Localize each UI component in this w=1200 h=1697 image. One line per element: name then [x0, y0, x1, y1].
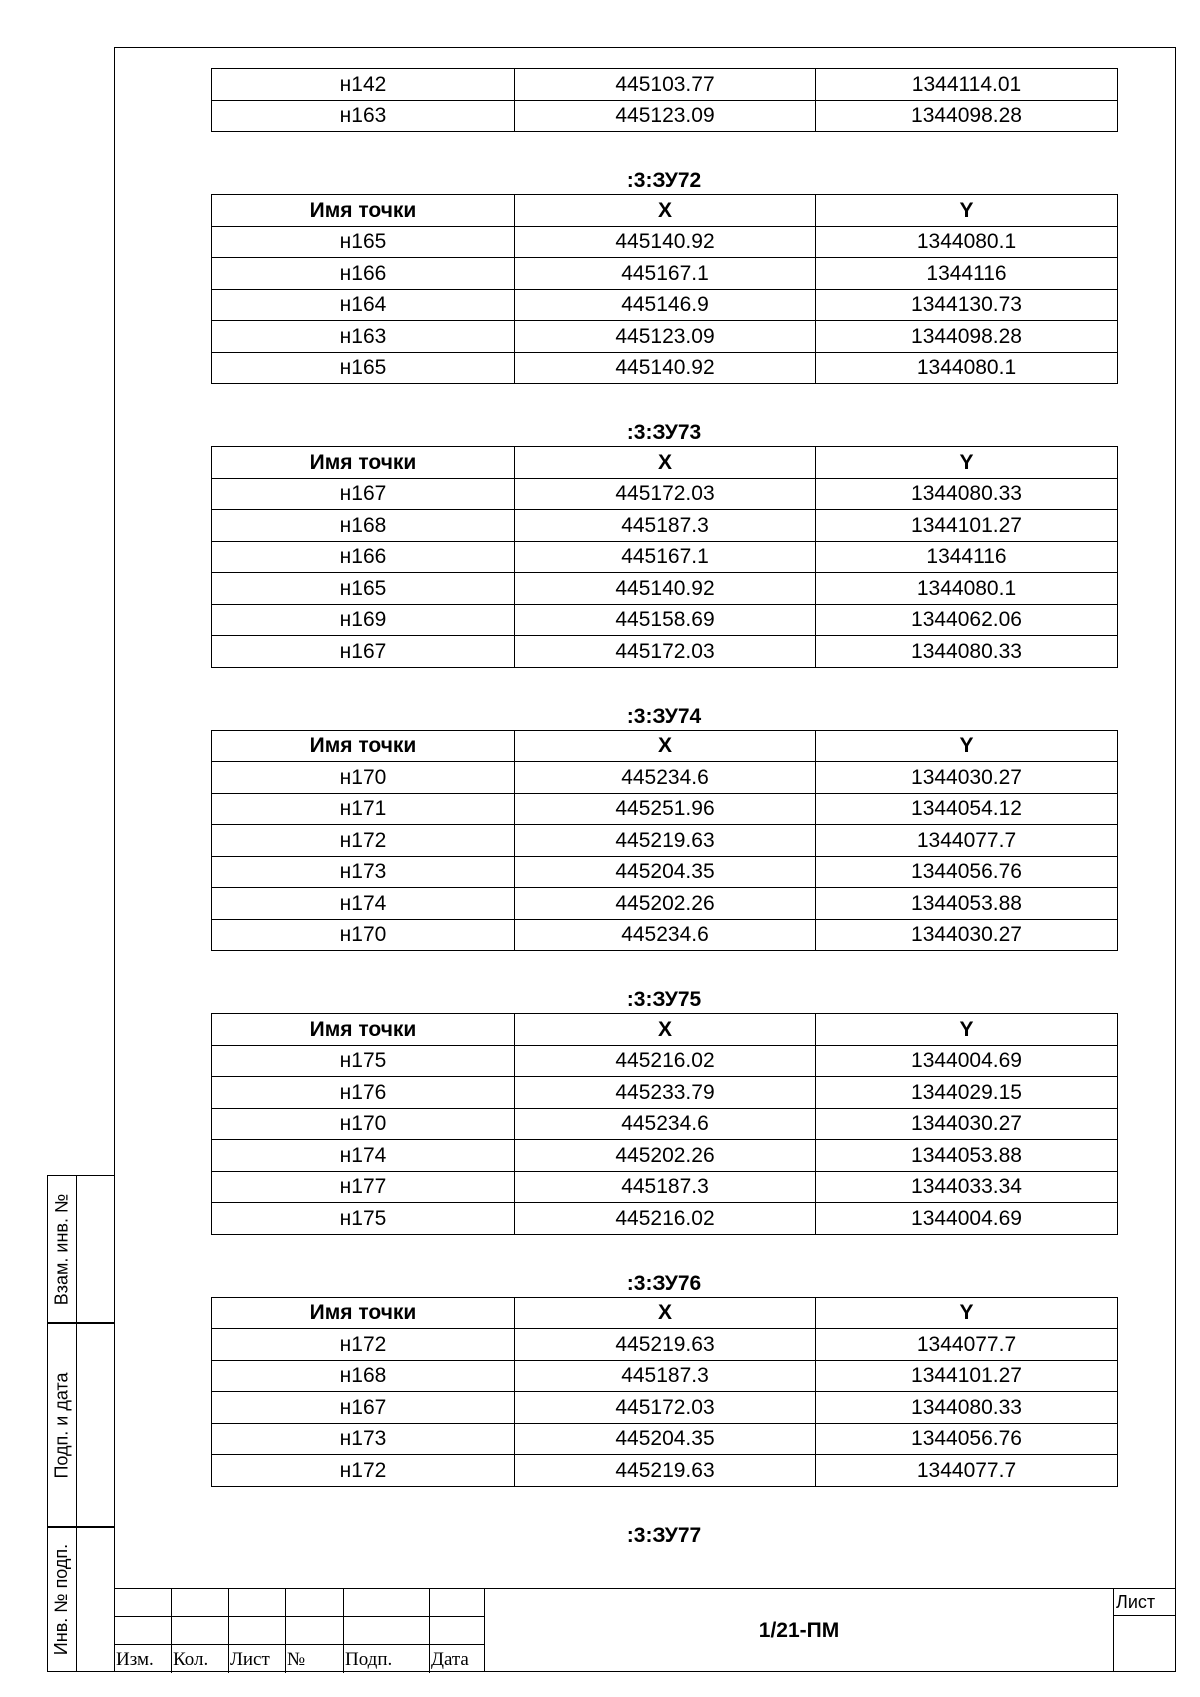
- point-name: н165: [212, 573, 515, 605]
- point-name: н165: [212, 352, 515, 384]
- point-name: н172: [212, 1329, 515, 1361]
- table-row: [212, 1045, 1118, 1077]
- label-date: Дата: [431, 1649, 469, 1670]
- y-value: 1344077.7: [816, 1329, 1118, 1361]
- x-value: 445233.79: [515, 1077, 816, 1109]
- x-value: 445219.63: [515, 1329, 816, 1361]
- table-row: [212, 352, 1118, 384]
- point-name: н175: [212, 1203, 515, 1235]
- point-name: н169: [212, 604, 515, 636]
- y-value: 1344080.33: [816, 478, 1118, 510]
- header-y: Y: [816, 447, 1118, 479]
- y-value: 1344080.33: [816, 1392, 1118, 1424]
- table-row: [212, 856, 1118, 888]
- y-value: 1344030.27: [816, 919, 1118, 951]
- table-header-row: [212, 1297, 1118, 1329]
- table-row: [212, 226, 1118, 258]
- table-row: [212, 478, 1118, 510]
- coordinates-table: [211, 194, 1118, 384]
- point-name: н173: [212, 1423, 515, 1455]
- point-name: н170: [212, 919, 515, 951]
- point-name: н172: [212, 1455, 515, 1487]
- x-value: 445172.03: [515, 636, 816, 668]
- point-name: н170: [212, 762, 515, 794]
- x-value: 445219.63: [515, 1455, 816, 1487]
- y-value: 1344116: [816, 258, 1118, 290]
- y-value: 1344004.69: [816, 1203, 1118, 1235]
- plot-title: :3:ЗУ73: [626, 421, 702, 444]
- point-name: н174: [212, 1140, 515, 1172]
- point-name: н177: [212, 1171, 515, 1203]
- table-row: [212, 289, 1118, 321]
- table-row: [212, 321, 1118, 353]
- table-header-row: [212, 195, 1118, 227]
- y-value: 1344080.1: [816, 226, 1118, 258]
- label-count: Кол.: [173, 1649, 209, 1670]
- side-stamp-inventory: [47, 1527, 114, 1672]
- y-value: 1344080.1: [816, 573, 1118, 605]
- y-value: 1344101.27: [816, 510, 1118, 542]
- x-value: 445172.03: [515, 1392, 816, 1424]
- point-name: н172: [212, 825, 515, 857]
- side-stamp-replacement: [47, 1175, 114, 1323]
- y-value: 1344116: [816, 541, 1118, 573]
- table-header-row: [212, 1014, 1118, 1046]
- table-row: [212, 762, 1118, 794]
- y-value: 1344056.76: [816, 1423, 1118, 1455]
- table-row: [212, 69, 1118, 101]
- y-value: 1344004.69: [816, 1045, 1118, 1077]
- x-value: 445204.35: [515, 856, 816, 888]
- y-value: 1344077.7: [816, 1455, 1118, 1487]
- point-name: н168: [212, 510, 515, 542]
- header-x: X: [515, 1297, 816, 1329]
- sheet-label: Лист: [1113, 1589, 1176, 1616]
- table-row: [212, 1423, 1118, 1455]
- x-value: 445219.63: [515, 825, 816, 857]
- table-row: [212, 919, 1118, 951]
- side-stamp-label: Инв. № подп.: [51, 1543, 72, 1656]
- table-row: [212, 888, 1118, 920]
- y-value: 1344098.28: [816, 100, 1118, 132]
- x-value: 445172.03: [515, 478, 816, 510]
- y-value: 1344080.33: [816, 636, 1118, 668]
- x-value: 445140.92: [515, 352, 816, 384]
- header-point-name: Имя точки: [212, 1297, 515, 1329]
- header-x: X: [515, 195, 816, 227]
- table-row: [212, 604, 1118, 636]
- side-stamp-signature: [47, 1323, 114, 1527]
- x-value: 445251.96: [515, 793, 816, 825]
- header-x: X: [515, 447, 816, 479]
- x-value: 445123.09: [515, 321, 816, 353]
- document-code: 1/21-ПМ: [484, 1589, 1113, 1672]
- point-name: н164: [212, 289, 515, 321]
- coordinates-table: [211, 730, 1118, 952]
- table-row: [212, 1140, 1118, 1172]
- x-value: 445234.6: [515, 919, 816, 951]
- point-name: н167: [212, 478, 515, 510]
- x-value: 445202.26: [515, 1140, 816, 1172]
- y-value: 1344029.15: [816, 1077, 1118, 1109]
- point-name: н175: [212, 1045, 515, 1077]
- header-point-name: Имя точки: [212, 730, 515, 762]
- title-block: [114, 1588, 1176, 1672]
- point-name: н166: [212, 541, 515, 573]
- table-row: [212, 258, 1118, 290]
- side-stamp-label: Взам. инв. №: [51, 1193, 72, 1305]
- header-y: Y: [816, 730, 1118, 762]
- header-y: Y: [816, 195, 1118, 227]
- x-value: 445158.69: [515, 604, 816, 636]
- side-stamp-label: Подп. и дата: [51, 1371, 72, 1479]
- table-row: [212, 1360, 1118, 1392]
- coordinates-table: [211, 1297, 1118, 1487]
- header-point-name: Имя точки: [212, 195, 515, 227]
- y-value: 1344077.7: [816, 825, 1118, 857]
- x-value: 445123.09: [515, 100, 816, 132]
- table-row: [212, 1077, 1118, 1109]
- table-row: [212, 793, 1118, 825]
- x-value: 445146.9: [515, 289, 816, 321]
- point-name: н174: [212, 888, 515, 920]
- table-row: [212, 1329, 1118, 1361]
- y-value: 1344114.01: [816, 69, 1118, 101]
- x-value: 445234.6: [515, 762, 816, 794]
- y-value: 1344130.73: [816, 289, 1118, 321]
- x-value: 445140.92: [515, 226, 816, 258]
- coordinates-table: [211, 1013, 1118, 1235]
- header-point-name: Имя точки: [212, 1014, 515, 1046]
- y-value: 1344030.27: [816, 762, 1118, 794]
- header-x: X: [515, 730, 816, 762]
- x-value: 445187.3: [515, 510, 816, 542]
- label-sheet: Лист: [230, 1649, 270, 1670]
- y-value: 1344054.12: [816, 793, 1118, 825]
- point-name: н168: [212, 1360, 515, 1392]
- coordinates-table: [211, 446, 1118, 668]
- revision-cells: [114, 1589, 484, 1673]
- continuation-table: [211, 68, 1118, 132]
- table-header-row: [212, 730, 1118, 762]
- point-name: н142: [212, 69, 515, 101]
- point-name: н176: [212, 1077, 515, 1109]
- header-y: Y: [816, 1297, 1118, 1329]
- point-name: н166: [212, 258, 515, 290]
- plot-title: :3:ЗУ76: [626, 1271, 702, 1295]
- y-value: 1344033.34: [816, 1171, 1118, 1203]
- y-value: 1344080.1: [816, 352, 1118, 384]
- label-doc-number: №: [287, 1649, 306, 1670]
- x-value: 445202.26: [515, 888, 816, 920]
- point-name: н167: [212, 1392, 515, 1424]
- point-name: н163: [212, 100, 515, 132]
- x-value: 445204.35: [515, 1423, 816, 1455]
- x-value: 445187.3: [515, 1360, 816, 1392]
- table-row: [212, 1392, 1118, 1424]
- plots-list: [211, 132, 1117, 1487]
- table-row: [212, 1171, 1118, 1203]
- table-row: [212, 510, 1118, 542]
- x-value: 445187.3: [515, 1171, 816, 1203]
- table-row: [212, 1455, 1118, 1487]
- x-value: 445216.02: [515, 1203, 816, 1235]
- table-row: [212, 100, 1118, 132]
- x-value: 445216.02: [515, 1045, 816, 1077]
- table-row: [212, 1203, 1118, 1235]
- sheet-number-cell: [1113, 1589, 1176, 1672]
- y-value: 1344101.27: [816, 1360, 1118, 1392]
- x-value: 445234.6: [515, 1108, 816, 1140]
- coordinates-content: [211, 68, 1117, 1549]
- header-point-name: Имя точки: [212, 447, 515, 479]
- plot-title: :3:ЗУ72: [626, 169, 702, 192]
- table-header-row: [212, 447, 1118, 479]
- plot-title: :3:ЗУ74: [626, 704, 702, 728]
- table-row: [212, 541, 1118, 573]
- plot-title: :3:ЗУ77: [626, 1523, 702, 1547]
- y-value: 1344053.88: [816, 888, 1118, 920]
- table-row: [212, 636, 1118, 668]
- point-name: н171: [212, 793, 515, 825]
- header-x: X: [515, 1014, 816, 1046]
- y-value: 1344053.88: [816, 1140, 1118, 1172]
- point-name: н173: [212, 856, 515, 888]
- x-value: 445140.92: [515, 573, 816, 605]
- point-name: н165: [212, 226, 515, 258]
- table-row: [212, 573, 1118, 605]
- point-name: н170: [212, 1108, 515, 1140]
- header-y: Y: [816, 1014, 1118, 1046]
- x-value: 445103.77: [515, 69, 816, 101]
- plot-title: :3:ЗУ75: [626, 988, 702, 1011]
- table-row: [212, 1108, 1118, 1140]
- y-value: 1344030.27: [816, 1108, 1118, 1140]
- y-value: 1344056.76: [816, 856, 1118, 888]
- label-signature: Подп.: [345, 1649, 393, 1670]
- table-row: [212, 825, 1118, 857]
- label-change: Изм.: [116, 1649, 154, 1670]
- point-name: н167: [212, 636, 515, 668]
- y-value: 1344062.06: [816, 604, 1118, 636]
- y-value: 1344098.28: [816, 321, 1118, 353]
- x-value: 445167.1: [515, 258, 816, 290]
- point-name: н163: [212, 321, 515, 353]
- x-value: 445167.1: [515, 541, 816, 573]
